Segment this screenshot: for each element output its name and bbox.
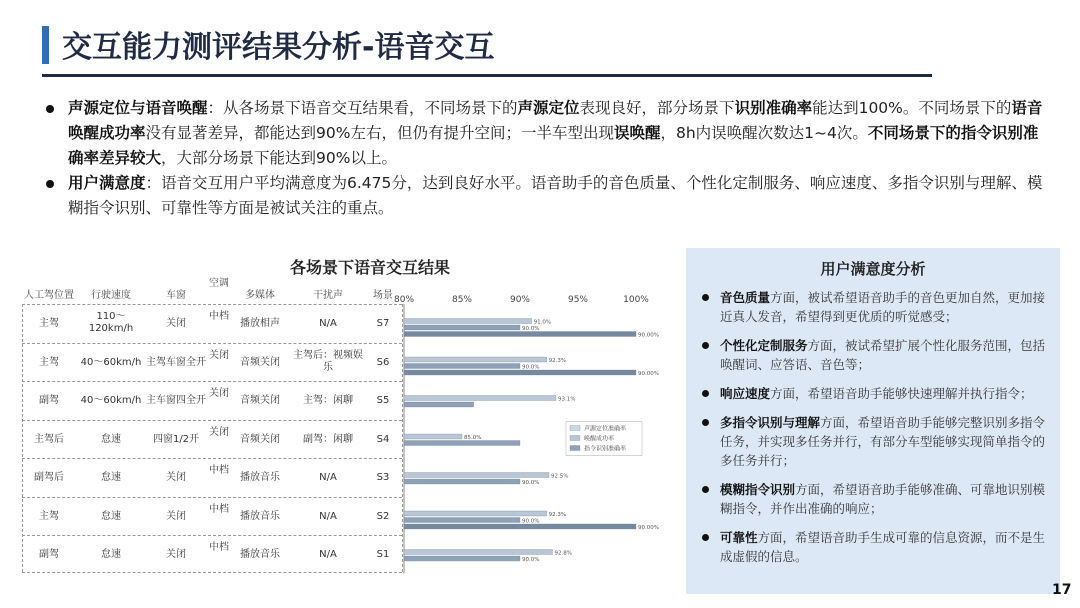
table-row bbox=[22, 343, 402, 382]
satisfaction-item-key: 模糊指令识别 bbox=[720, 482, 796, 497]
bullet-text: ，大部分场景下能达到90%以上。 bbox=[161, 149, 397, 167]
bullet-dot-icon bbox=[702, 534, 709, 541]
bar bbox=[404, 319, 532, 324]
panel-title: 用户满意度分析 bbox=[820, 260, 926, 278]
data-label: 92.3% bbox=[548, 358, 567, 364]
table-cell: 关闭 bbox=[209, 388, 229, 399]
data-label: 92.8% bbox=[554, 550, 572, 557]
satisfaction-panel bbox=[686, 248, 1060, 594]
table-cell: 中档 bbox=[209, 465, 229, 476]
table-header: 车窗 bbox=[166, 290, 186, 301]
table-cell: 音频关闭 bbox=[240, 356, 280, 368]
bar bbox=[404, 556, 520, 561]
satisfaction-item bbox=[700, 336, 1048, 374]
satisfaction-item bbox=[700, 384, 1048, 403]
bullet-keyword: 误唤醒 bbox=[613, 124, 661, 142]
legend-label: 指令识别准确率 bbox=[584, 445, 627, 453]
table-cell: 40～60km/h bbox=[80, 395, 142, 406]
bullet-dot-icon bbox=[46, 180, 54, 188]
table-row bbox=[22, 304, 402, 343]
bar bbox=[404, 396, 556, 401]
data-label: 93.1% bbox=[557, 396, 576, 403]
table-cell: 怠速 bbox=[101, 472, 121, 483]
bar bbox=[404, 370, 636, 375]
summary-bullets bbox=[44, 96, 1044, 221]
table-cell: 播放相声 bbox=[240, 318, 280, 329]
table-header: 场景 bbox=[373, 290, 393, 301]
legend-swatch bbox=[570, 426, 580, 431]
table-cell: 关闭 bbox=[166, 472, 186, 483]
bar bbox=[404, 441, 520, 446]
satisfaction-item bbox=[700, 480, 1048, 518]
satisfaction-item-text: 方面，希望语音助手能够完整识别多指令任务，并实现多任务并行，有部分车型能够实现简单指令的多任务并行； bbox=[720, 415, 1046, 468]
bullet-dot-icon bbox=[702, 419, 709, 426]
table-cell: 怠速 bbox=[101, 433, 121, 445]
bullet-keyword: 不同场景下的指令识别准确率差异较大 bbox=[68, 124, 1039, 167]
table-cell: 怠速 bbox=[101, 510, 121, 522]
table-cell: 副驾后 bbox=[34, 472, 64, 483]
table-cell: 音频关闭 bbox=[240, 433, 280, 445]
table-header: 行驶速度 bbox=[91, 290, 131, 301]
bullet-keyword: 用户满意度 bbox=[68, 174, 146, 192]
data-label: 92.3% bbox=[548, 512, 567, 518]
table-header: 干扰声 bbox=[313, 290, 343, 301]
satisfaction-item-key: 可靠性 bbox=[720, 530, 758, 545]
bar bbox=[404, 518, 520, 523]
table-row bbox=[22, 497, 402, 536]
table-row bbox=[22, 535, 402, 574]
x-tick-label: 95% bbox=[567, 295, 589, 305]
bar bbox=[404, 434, 462, 439]
summary-bullet bbox=[44, 96, 1044, 171]
bullet-text: ：从各场景下语音交互结果看，不同场景下的 bbox=[207, 99, 518, 117]
page-title: 交互能力测评结果分析-语音交互 bbox=[62, 30, 495, 65]
bullet-keyword: 声源定位 bbox=[517, 99, 580, 117]
title-accent-bar bbox=[42, 26, 49, 64]
data-label: 90.00% bbox=[638, 371, 659, 377]
bar bbox=[404, 473, 549, 478]
table-cell: 40～60km/h bbox=[80, 356, 142, 368]
table-cell: S7 bbox=[376, 318, 390, 329]
data-label: 90.0% bbox=[522, 480, 540, 486]
table-cell: 副驾 bbox=[39, 549, 59, 560]
bullet-text: ：语音交互用户平均满意度为6.475分，达到良好水平。语音助手的音色质量、个性化定制服务、响应速度、多指令识别与理解、模糊指令识别、可靠性等方面是被试关注的重点。 bbox=[68, 174, 1043, 217]
data-label: 91.0% bbox=[533, 319, 552, 326]
table-header: 人工驾位置 bbox=[24, 290, 74, 301]
table-cell: 主驾 bbox=[39, 510, 59, 522]
table-cell: 四窗1/2开 bbox=[152, 433, 200, 445]
bar bbox=[404, 364, 520, 369]
table-cell: 关闭 bbox=[209, 349, 229, 361]
page-number: 17 bbox=[1052, 582, 1072, 598]
satisfaction-item bbox=[700, 288, 1048, 326]
table-cell: N/A bbox=[319, 318, 337, 329]
bar bbox=[404, 511, 547, 516]
table-row bbox=[22, 381, 402, 420]
satisfaction-item-key: 个性化定制服务 bbox=[720, 338, 808, 353]
table-cell: 关闭 bbox=[166, 318, 186, 329]
table-cell: S2 bbox=[376, 510, 390, 522]
panel-items bbox=[700, 288, 1048, 576]
bullet-dot-icon bbox=[702, 486, 709, 493]
table-row bbox=[22, 458, 402, 497]
legend-label: 声源定位准确率 bbox=[584, 425, 627, 433]
scenario-bar-chart bbox=[393, 282, 660, 574]
satisfaction-item-key: 音色质量 bbox=[720, 290, 771, 305]
table-cell: S3 bbox=[376, 472, 390, 483]
bar bbox=[404, 325, 520, 330]
table-cell: 播放音乐 bbox=[240, 549, 280, 560]
satisfaction-item-text: 方面，希望语音助手能够准确、可靠地识别模糊指令，并作出准确的响应； bbox=[720, 482, 1046, 516]
x-tick-label: 90% bbox=[509, 295, 531, 305]
bullet-dot-icon bbox=[702, 390, 709, 397]
chart-title: 各场景下语音交互结果 bbox=[290, 258, 451, 277]
table-cell: S6 bbox=[376, 356, 390, 368]
bar bbox=[404, 550, 552, 555]
legend-label: 唤醒成功率 bbox=[584, 435, 615, 443]
satisfaction-item-text: 方面，希望语音助手生成可靠的信息资源，而不是生成虚假的信息。 bbox=[720, 530, 1046, 564]
table-cell: N/A bbox=[319, 472, 337, 483]
table-cell: 主驾车窗全开 bbox=[146, 356, 206, 368]
table-cell: 主车窗四全开 bbox=[146, 395, 206, 406]
table-cell: 110～120km/h bbox=[88, 311, 134, 334]
x-tick-label: 80% bbox=[393, 295, 415, 305]
satisfaction-item-text: 方面，希望语音助手能够快速理解并执行指令； bbox=[770, 386, 1033, 401]
table-cell: 中档 bbox=[209, 542, 229, 553]
table-cell: 关闭 bbox=[209, 426, 229, 438]
table-cell: 主驾：闲聊 bbox=[303, 395, 353, 406]
satisfaction-item-text: 方面，被试希望扩展个性化服务范围，包括唤醒词、应答语、音色等； bbox=[720, 338, 1046, 372]
bullet-text: 没有显著差异，都能达到90%左右，但仍有提升空间；一半车型出现 bbox=[145, 124, 614, 142]
scenario-table bbox=[22, 278, 402, 574]
data-label: 90.00% bbox=[638, 332, 659, 339]
x-tick-label: 100% bbox=[623, 295, 649, 305]
satisfaction-item-text: 方面，被试希望语音助手的音色更加自然，更加接近真人发音，希望得到更优质的听觉感受； bbox=[720, 290, 1046, 324]
table-cell: 副驾：闲聊 bbox=[303, 433, 353, 445]
satisfaction-item bbox=[700, 528, 1048, 566]
table-cell: 播放音乐 bbox=[240, 510, 280, 522]
table-cell: S5 bbox=[376, 395, 390, 406]
bar bbox=[404, 332, 636, 337]
summary-bullet bbox=[44, 171, 1044, 221]
table-cell: 主驾后 bbox=[34, 433, 64, 445]
table-row bbox=[22, 420, 402, 459]
bullet-text: 表现良好，部分场景下 bbox=[579, 99, 735, 117]
data-label: 90.0% bbox=[522, 326, 540, 332]
bullet-text: ，8h内误唤醒次数达1~4次。 bbox=[660, 124, 868, 142]
bullet-dot-icon bbox=[702, 294, 709, 301]
table-cell: 主驾 bbox=[39, 356, 59, 368]
satisfaction-item bbox=[700, 413, 1048, 470]
bullet-dot-icon bbox=[46, 105, 54, 113]
table-header: 多媒体 bbox=[245, 290, 275, 301]
table-cell: 中档 bbox=[209, 311, 229, 322]
table-cell: 关闭 bbox=[166, 549, 186, 560]
bullet-text: 能达到100%。不同场景下的 bbox=[812, 99, 1012, 117]
x-tick-label: 85% bbox=[451, 295, 473, 305]
data-label: 90.0% bbox=[522, 364, 540, 371]
table-border bbox=[22, 304, 23, 572]
header bbox=[0, 0, 1080, 80]
bar bbox=[404, 402, 474, 407]
legend-swatch bbox=[570, 436, 580, 441]
table-cell: 音频关闭 bbox=[240, 395, 280, 406]
bullet-keyword: 声源定位与语音唤醒 bbox=[68, 99, 208, 117]
data-label: 92.5% bbox=[551, 473, 569, 480]
data-label: 85.0% bbox=[464, 435, 482, 441]
bullet-dot-icon bbox=[702, 342, 709, 349]
table-bottom-border bbox=[22, 572, 402, 573]
table-cell: N/A bbox=[319, 510, 337, 522]
data-label: 90.00% bbox=[638, 525, 659, 531]
table-cell: 主驾后：视频娱乐 bbox=[293, 349, 363, 373]
satisfaction-item-key: 多指令识别与理解 bbox=[720, 415, 821, 430]
table-cell: S1 bbox=[376, 549, 390, 560]
table-cell: N/A bbox=[319, 549, 337, 560]
legend-swatch bbox=[570, 446, 580, 451]
table-cell: S4 bbox=[376, 433, 390, 445]
bullet-keyword: 语音唤醒成功率 bbox=[68, 99, 1043, 142]
bullet-keyword: 识别准确率 bbox=[734, 99, 813, 117]
table-cell: 中档 bbox=[209, 503, 229, 515]
title-underline bbox=[42, 74, 932, 77]
table-cell: 播放音乐 bbox=[240, 472, 280, 483]
table-cell: 主驾 bbox=[39, 318, 59, 329]
data-label: 90.0% bbox=[522, 518, 540, 525]
bar bbox=[404, 479, 520, 484]
satisfaction-item-key: 响应速度 bbox=[720, 386, 771, 401]
data-label: 90.0% bbox=[522, 557, 540, 563]
bar bbox=[404, 357, 547, 362]
table-cell: 怠速 bbox=[101, 549, 121, 560]
table-cell: 副驾 bbox=[39, 395, 59, 406]
table-header: 空调 bbox=[209, 278, 229, 289]
bar bbox=[404, 524, 636, 529]
table-cell: 关闭 bbox=[166, 510, 186, 522]
